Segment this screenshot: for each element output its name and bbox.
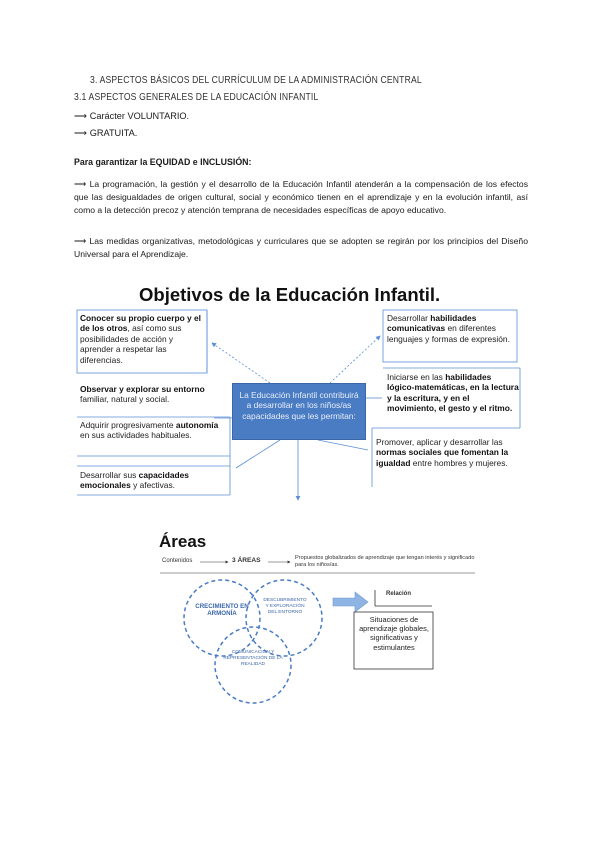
areas-contenidos: Contenidos [162,558,193,564]
objective-left-2: Observar y explorar su entorno familiar, natural y social. [80,384,205,405]
objective-left-3: Adquirir progresivamente autonomía en sus actividades habituales. [80,420,219,441]
guarantee-paragraph-2: ⟶ Las medidas organizativas, metodológicas y curriculares que se adopten se regirán por los principios del Diseño Universal para el Aprendizaje. [74,236,528,259]
objectives-center-box: La Educación Infantil contribuirá a desarrollar en los niños/as capacidades que les permitan: [232,383,366,440]
area-comunicacion: COMUNICACIÓN Y REPRESENTACIÓN DE LA REALIDAD [223,650,283,667]
bullet-voluntario: ⟶ Carácter VOLUNTARIO. [74,111,190,121]
area-crecimiento: CRECIMIENTO EN ARMONÍA [195,603,249,618]
objective-left-1: Conocer su propio cuerpo y el de los otros, así como sus posibilidades de acción y aprender a respetar las diferencias. [80,313,201,365]
situaciones-box: Situaciones de aprendizaje globales, significativas y estimulantes [359,615,429,652]
areas-description: Propuestos globalizados de aprendizaje que tengan interés y significado para los niños/as. [295,555,475,568]
objective-right-2: Iniciarse en las habilidades lógico-matemáticas, en la lectura y la escritura, y en el movimiento, el gesto y el ritmo. [387,372,519,414]
bullet-gratuita: ⟶ GRATUITA. [74,128,138,138]
areas-count: 3 ÁREAS [232,557,261,564]
objective-right-3: Promover, aplicar y desarrollar las normas sociales que fomentan la igualdad entre hombres y mujeres. [376,437,509,468]
objective-left-4: Desarrollar sus capacidades emocionales y afectivas. [80,470,189,491]
subsection-heading: 3.1 ASPECTOS GENERALES DE LA EDUCACIÓN INFANTIL [74,91,319,103]
area-descubrimiento: DESCUBRIMIENTO Y EXPLORACIÓN DEL ENTORNO [263,598,307,615]
relacion-label: Relación [386,591,412,597]
objective-right-1: Desarrollar habilidades comunicativas en diferentes lenguajes y formas de expresión. [387,313,510,344]
section-heading: 3. ASPECTOS BÁSICOS DEL CURRÍCULUM DE LA ADMINISTRACIÓN CENTRAL [90,74,422,86]
objectives-title: Objetivos de la Educación Infantil. [139,284,441,305]
areas-title: Áreas [159,532,207,551]
guarantee-lead: Para garantizar la EQUIDAD e INCLUSIÓN: [74,157,252,167]
guarantee-paragraph-1: ⟶ La programación, la gestión y el desarrollo de la Educación Infantil atenderán a la compensación de los efectos que las desigualdades de origen cultural, social y económico tienen en el aprendizaje y en la evolución infantil, así como a la detección precoz y atención temprana de necesidades específicas de apoyo educativo. [74,179,528,215]
